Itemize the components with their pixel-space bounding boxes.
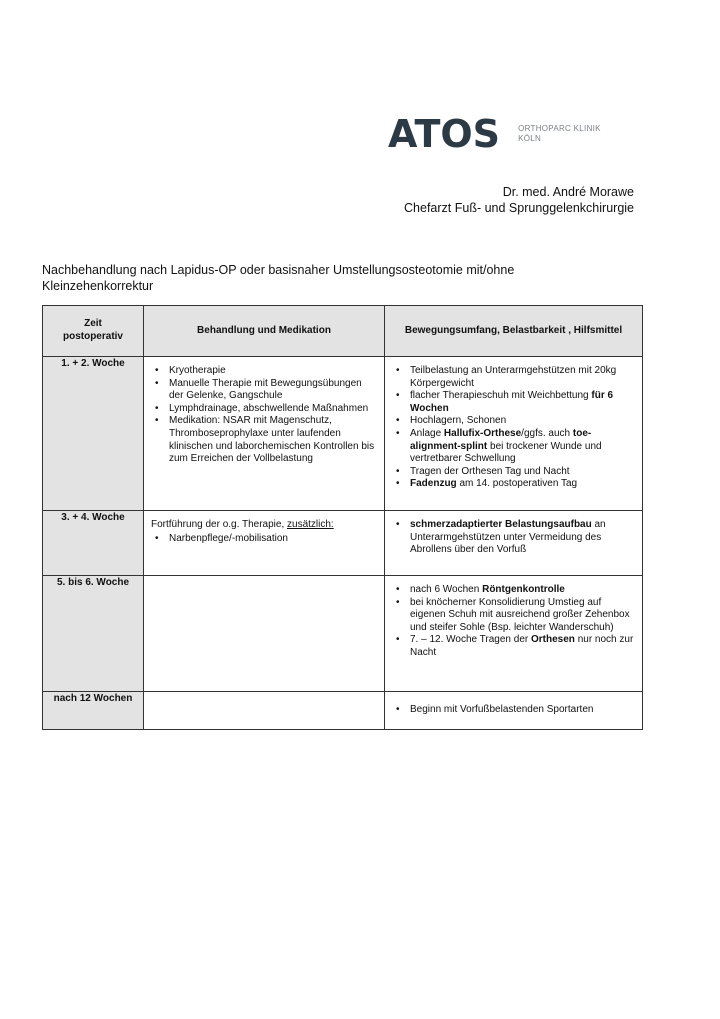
list-item: • flacher Therapieschuh mit Weichbettung für 6 Wochen bbox=[392, 390, 635, 415]
list-item: • bei knöcherner Konsolidierung Umstieg auf eigenen Schuh mit ausreichend großer Zehenbox und steifer Sohle (Bsp. leichter Wanderschuh) bbox=[392, 597, 635, 635]
author-position: Chefarzt Fuß- und Sprunggelenkchirurgie bbox=[404, 201, 634, 215]
logo-subtitle-line1: ORTHOPARC KLINIK bbox=[518, 124, 601, 133]
logo-subtitle-line2: KÖLN bbox=[518, 134, 542, 143]
row-week-label: 3. + 4. Woche bbox=[43, 511, 144, 576]
list-item: • Manuelle Therapie mit Bewegungsübungen der Gelenke, Gangschule bbox=[151, 378, 377, 403]
list-item: • Narbenpflege/-mobilisation bbox=[151, 533, 377, 546]
list-item: • Medikation: NSAR mit Magenschutz, Thromboseprophylaxe unter laufenden klinischen und laborchemischen Kontrollen bis zum Erreichen der Vollbelastung bbox=[151, 415, 377, 465]
row-week-label: 1. + 2. Woche bbox=[43, 357, 144, 511]
mobility-list bbox=[392, 584, 635, 660]
row-week-label: nach 12 Wochen bbox=[43, 692, 144, 730]
list-item: • 7. – 12. Woche Tragen der Orthesen nur noch zur Nacht bbox=[392, 634, 635, 659]
row-mobility bbox=[385, 511, 643, 576]
author-name: Dr. med. André Morawe bbox=[502, 185, 634, 199]
row-week-label: 5. bis 6. Woche bbox=[43, 576, 144, 692]
aftercare-table bbox=[42, 305, 643, 730]
list-item: • Teilbelastung an Unterarmgehstützen mit 20kg Körpergewicht bbox=[392, 365, 635, 390]
header-time: Zeit postoperativ bbox=[43, 306, 144, 357]
table-row bbox=[43, 357, 643, 511]
mobility-list bbox=[392, 519, 635, 557]
mobility-list bbox=[392, 365, 635, 491]
row-mobility bbox=[385, 357, 643, 511]
author-block bbox=[404, 184, 634, 216]
list-item: • Kryotherapie bbox=[151, 365, 377, 378]
row-treatment bbox=[144, 692, 385, 730]
list-item: • Fadenzug am 14. postoperativen Tag bbox=[392, 478, 635, 491]
row-treatment bbox=[144, 511, 385, 576]
clinic-logo bbox=[388, 114, 601, 154]
table-row bbox=[43, 511, 643, 576]
logo-wordmark: ATOS bbox=[388, 112, 501, 156]
row-mobility bbox=[385, 576, 643, 692]
list-item: • Anlage Hallufix-Orthese/ggfs. auch toe-alignment-splint bei trockener Wunde und vertretbarer Schwellung bbox=[392, 428, 635, 466]
mobility-list bbox=[392, 704, 635, 717]
treatment-list bbox=[151, 533, 377, 546]
header-treatment: Behandlung und Medikation bbox=[144, 306, 385, 357]
row-treatment bbox=[144, 357, 385, 511]
row-treatment bbox=[144, 576, 385, 692]
list-item: • schmerzadaptierter Belastungsaufbau an Unterarmgehstützen unter Vermeidung des Abrollens über den Vorfuß bbox=[392, 519, 635, 557]
table-row bbox=[43, 692, 643, 730]
document-title: Nachbehandlung nach Lapidus-OP oder basisnaher Umstellungsosteotomie mit/ohne Kleinzehenkorrektur bbox=[42, 263, 515, 293]
row-mobility bbox=[385, 692, 643, 730]
header-mobility: Bewegungsumfang, Belastbarkeit , Hilfsmittel bbox=[385, 306, 643, 357]
table-header-row bbox=[43, 306, 643, 357]
treatment-intro: Fortführung der o.g. Therapie, zusätzlich: bbox=[151, 519, 334, 530]
list-item: • nach 6 Wochen Röntgenkontrolle bbox=[392, 584, 635, 597]
list-item: • Tragen der Orthesen Tag und Nacht bbox=[392, 466, 635, 479]
table-row bbox=[43, 576, 643, 692]
logo-subtitle bbox=[518, 124, 601, 144]
list-item: • Beginn mit Vorfußbelastenden Sportarten bbox=[392, 704, 635, 717]
list-item: • Hochlagern, Schonen bbox=[392, 415, 635, 428]
list-item: • Lymphdrainage, abschwellende Maßnahmen bbox=[151, 403, 377, 416]
treatment-list bbox=[151, 365, 377, 466]
